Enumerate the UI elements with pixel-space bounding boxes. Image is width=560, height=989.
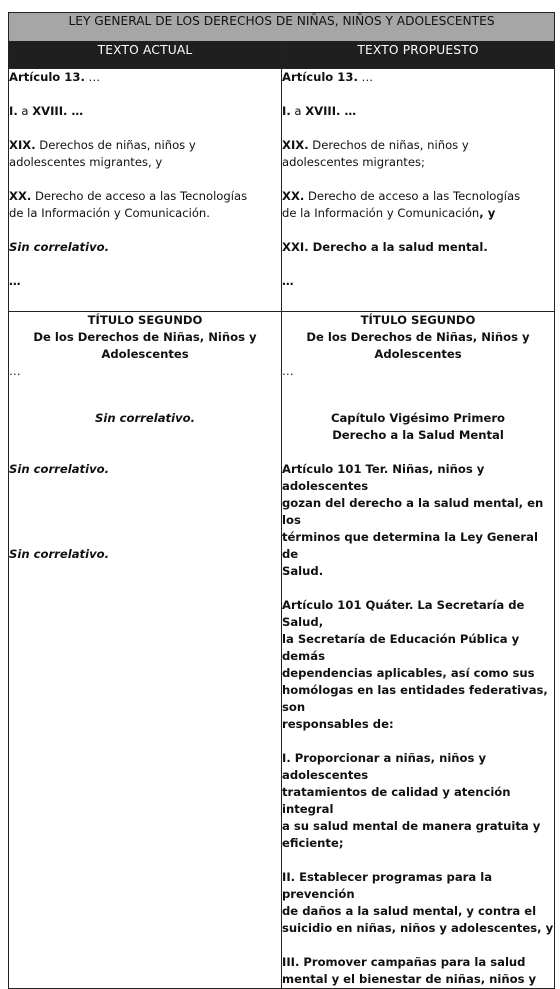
no-correlative-chapter: Sin correlativo.: [95, 411, 195, 425]
section1-proposed-cell: [282, 69, 555, 312]
section-article-13: [9, 69, 555, 312]
article-101-ter: Artículo 101 Ter. Niñas, niños y adolescentes gozan del derecho a la salud mental, en los términos que determina la Ley General de Salud.: [282, 462, 544, 578]
section1-current-cell: [9, 69, 282, 312]
section2-proposed-cell: [282, 312, 555, 989]
section2-current-cell: [9, 312, 282, 989]
no-correlative-art-101-ter: Sin correlativo.: [9, 462, 109, 476]
header-current-text: TEXTO ACTUAL: [9, 42, 282, 69]
fraction-range: I. a XVIII. …: [9, 104, 84, 118]
ellipsis: …: [9, 274, 21, 288]
article-101-quater: Artículo 101 Quáter. La Secretaría de Salud, la Secretaría de Educación Pública y demás dependencias aplicables, así como sus homólogas en las entidades federativas, son responsables de:: [282, 598, 548, 731]
no-correlative-label: Sin correlativo.: [9, 240, 109, 254]
title-two-heading: TÍTULO SEGUNDO De los Derechos de Niñas, Niños y Adolescentes: [33, 313, 257, 361]
title-two-heading: TÍTULO SEGUNDO De los Derechos de Niñas, Niños y Adolescentes: [306, 313, 530, 361]
header-proposed-text: TEXTO PROPUESTO: [282, 42, 555, 69]
fraction-i: I. Proporcionar a niñas, niños y adolescentes tratamientos de calidad y atención integral a su salud mental de manera gratuita y eficiente;: [282, 751, 541, 850]
chapter-heading: Capítulo Vigésimo Primero Derecho a la Salud Mental: [330, 411, 506, 442]
fraction-range: I. a XVIII. …: [282, 104, 357, 118]
section-title-two: [9, 312, 555, 989]
fraction-xx: XX. Derecho de acceso a las Tecnologías de la Información y Comunicación, y: [282, 189, 521, 220]
fraction-xxi: XXI. Derecho a la salud mental.: [282, 240, 488, 254]
ellipsis: …: [282, 364, 294, 378]
no-correlative-art-101-quater: Sin correlativo.: [9, 547, 109, 561]
fraction-iii: III. Promover campañas para la salud mental y el bienestar de niñas, niños y: [282, 955, 537, 986]
fraction-xix: XIX. Derechos de niñas, niños y adolescentes migrantes, y: [9, 138, 196, 169]
ellipsis: …: [282, 274, 294, 288]
article-13-heading: Artículo 13. …: [9, 70, 101, 84]
fraction-xx: XX. Derecho de acceso a las Tecnologías de la Información y Comunicación.: [9, 189, 248, 220]
comparison-table: [8, 12, 555, 989]
law-title: LEY GENERAL DE LOS DERECHOS DE NIÑAS, NIÑOS Y ADOLESCENTES: [9, 13, 555, 42]
ellipsis: …: [9, 364, 21, 378]
article-13-heading: Artículo 13. …: [282, 70, 374, 84]
fraction-ii: II. Establecer programas para la prevención de daños a la salud mental, y contra el suicidio en niñas, niños y adolescentes, y: [282, 870, 554, 935]
fraction-xix: XIX. Derechos de niñas, niños y adolescentes migrantes;: [282, 138, 469, 169]
